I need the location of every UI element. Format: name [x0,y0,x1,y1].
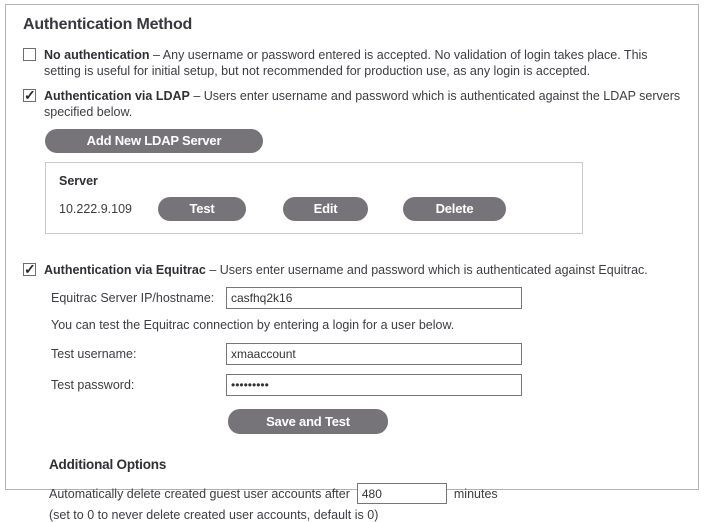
test-password-input[interactable] [226,374,522,396]
settings-panel [5,4,699,522]
equitrac-server-row [51,287,686,309]
edit-button[interactable]: Edit [283,197,368,221]
test-password-row [51,374,686,396]
guest-delete-note: (set to 0 to never delete created user accounts, default is 0) [49,508,379,522]
no-authentication-text [44,47,686,79]
no-authentication-checkbox[interactable] [23,48,36,61]
equitrac-server-input[interactable] [226,287,522,309]
delete-button[interactable]: Delete [403,197,506,221]
option-equitrac [23,262,686,278]
table-row [59,197,569,221]
guest-delete-prefix: Automatically delete created guest user accounts after [49,486,350,501]
guest-delete-suffix: minutes [453,486,498,501]
test-username-row [51,343,686,365]
add-ldap-server-button[interactable]: Add New LDAP Server [45,129,263,153]
test-button[interactable]: Test [158,197,246,221]
ldap-server-table [45,162,583,234]
server-column-header: Server [59,174,98,188]
equitrac-checkbox[interactable] [23,263,36,276]
additional-options-title: Additional Options [49,457,167,472]
no-authentication-label: No authentication [44,48,150,62]
equitrac-text [44,262,686,278]
save-and-test-button[interactable]: Save and Test [228,409,388,434]
no-authentication-description: – Any username or password entered is accepted. No validation of login takes place. This setting is useful for initial setup, but not recommended for production use, as any login is accepted. [44,48,648,78]
guest-delete-minutes-input[interactable] [357,483,447,504]
equitrac-description: – Users enter username and password which is authenticated against Equitrac. [209,263,648,277]
ldap-checkbox[interactable] [23,89,36,102]
server-ip-value: 10.222.9.109 [59,202,132,216]
test-username-label: Test username: [51,347,137,361]
option-no-authentication [23,47,686,79]
test-password-label: Test password: [51,378,135,392]
equitrac-server-label: Equitrac Server IP/hostname: [51,291,215,305]
equitrac-label: Authentication via Equitrac [44,263,206,277]
test-username-input[interactable] [226,343,522,365]
option-ldap [23,88,686,120]
ldap-description: – Users enter username and password which is authenticated against the LDAP servers specified below. [44,89,681,119]
page-title: Authentication Method [23,16,193,33]
ldap-text [44,88,686,120]
equitrac-test-hint: You can test the Equitrac connection by entering a login for a user below. [51,318,455,332]
ldap-label: Authentication via LDAP [44,89,190,103]
guest-delete-setting [49,483,686,504]
